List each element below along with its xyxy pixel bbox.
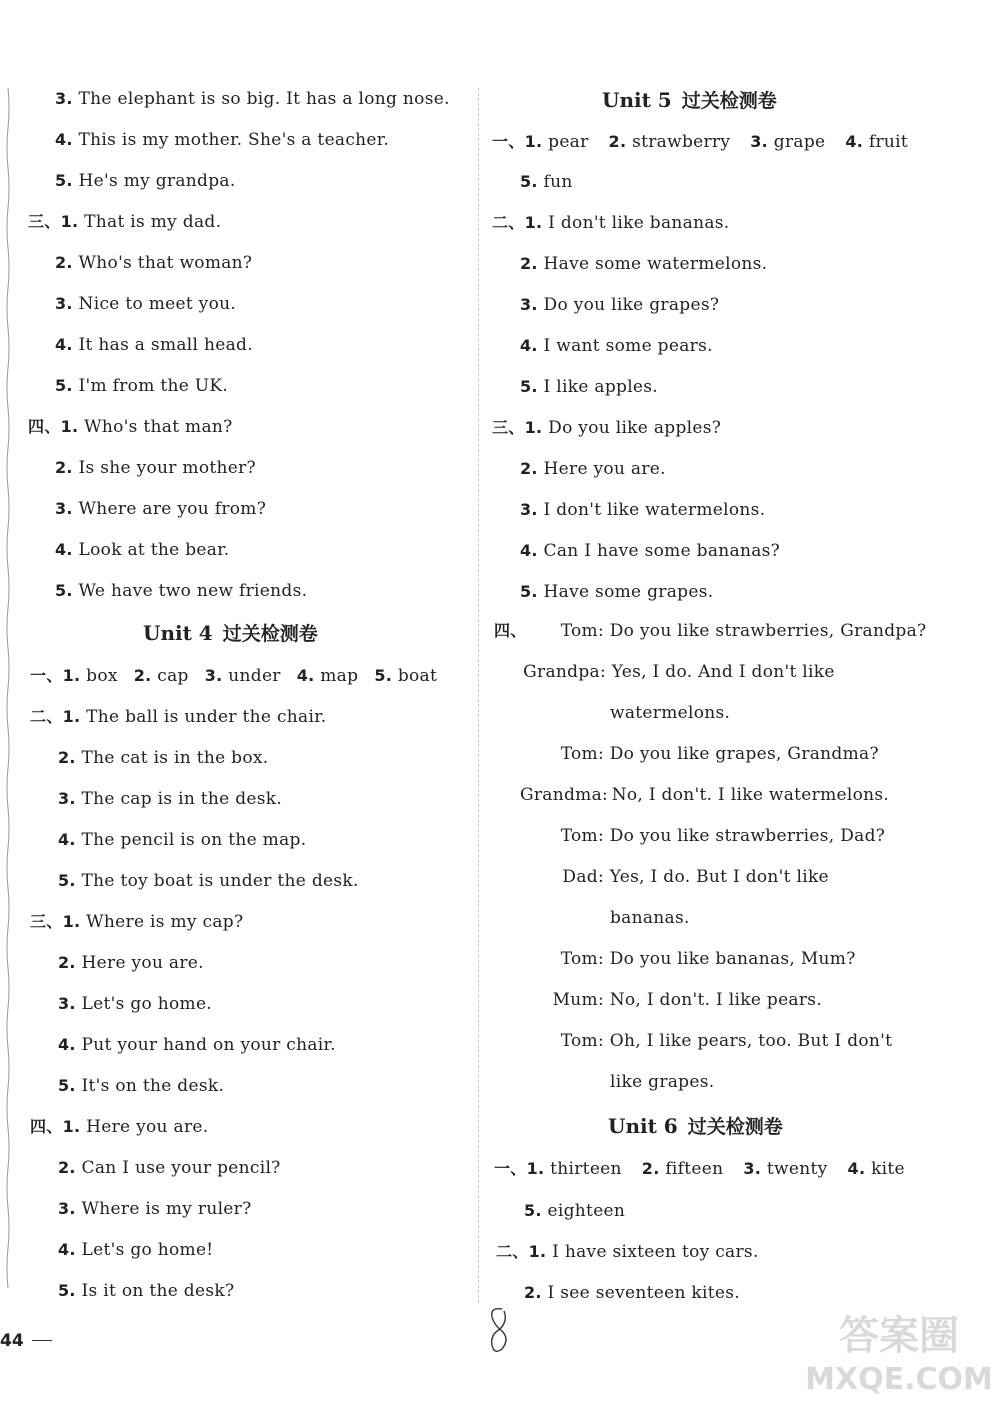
answer-text: I don't like watermelons. [543, 500, 766, 520]
item-number: 5. [55, 171, 73, 190]
answer-line [55, 170, 236, 192]
item-number: 3. [58, 1199, 76, 1218]
item-number: 1. [62, 666, 81, 685]
item-number: 1. [62, 1117, 81, 1136]
unit-label: Unit 5 [602, 88, 672, 112]
answer-text: The cap is in the desk. [81, 789, 283, 809]
item-number: 5. [55, 581, 73, 600]
watermark-line2: MXQE.COM [805, 1362, 993, 1397]
item-number: 1. [524, 132, 543, 151]
dialogue-text: No, I don't. I like watermelons. [611, 785, 890, 805]
answer-text: We have two new friends. [78, 581, 308, 601]
answer-text: The ball is under the chair. [86, 707, 327, 727]
answer-text: Here you are. [86, 1117, 209, 1137]
item-number: 1. [60, 212, 79, 231]
unit-label: Unit 6 [608, 1114, 678, 1138]
section-marker: 三、 [28, 212, 61, 231]
answer-line [28, 211, 221, 233]
answer-line [30, 1116, 208, 1138]
item-number: 4. [520, 541, 538, 560]
item-number: 5. [58, 871, 76, 890]
section-marker: 一、 [494, 1159, 527, 1178]
item-number: 2. [520, 459, 538, 478]
answer-text: This is my mother. She's a teacher. [78, 130, 390, 150]
dialogue-line [520, 661, 835, 683]
section-marker: 二、 [492, 213, 525, 232]
item-number: 4. [58, 830, 76, 849]
dialogue-line [518, 1030, 892, 1052]
item-number: 3. [58, 789, 76, 808]
answer-text: Where is my ruler? [81, 1199, 252, 1219]
answer-text: Put your hand on your chair. [81, 1035, 336, 1055]
section-marker: 一、 [30, 666, 63, 685]
answer-line [58, 952, 204, 974]
answer-text: Let's go home! [81, 1240, 214, 1260]
answer-text: eighteen [547, 1201, 626, 1221]
answer-line [520, 335, 713, 357]
item-number: 4. [520, 336, 538, 355]
unit-subtitle: 过关检测卷 [222, 623, 318, 645]
dialogue-line [610, 702, 730, 724]
item-number: 2. [55, 253, 73, 272]
item-number: 1. [524, 418, 543, 437]
unit-subtitle: 过关检测卷 [687, 1116, 783, 1138]
item-number: 5. [58, 1281, 76, 1300]
item-number: 5. [520, 377, 538, 396]
dialogue-text: Do you like bananas, Mum? [609, 949, 856, 969]
answer-text: grape [773, 132, 826, 152]
item-number: 3. [55, 499, 73, 518]
item-number: 2. [520, 254, 538, 273]
answer-line [58, 1239, 213, 1261]
item-number: 5. [520, 172, 538, 191]
answer-line [55, 375, 228, 397]
dialogue-line [518, 866, 829, 888]
dialogue-text: Do you like strawberries, Grandpa? [609, 621, 927, 641]
item-number: 1. [524, 213, 543, 232]
answer-text: Nice to meet you. [78, 294, 237, 314]
item-number: 2. [58, 953, 76, 972]
answer-line [28, 416, 233, 438]
column-divider [478, 88, 479, 1303]
dialogue-line [520, 784, 889, 806]
item-number: 4. [55, 335, 73, 354]
answer-line [58, 993, 212, 1015]
answer-text: Can I use your pencil? [81, 1158, 281, 1178]
answer-text: That is my dad. [84, 212, 222, 232]
unit6-part1-row [494, 1158, 905, 1180]
item-number: 1. [62, 707, 81, 726]
item-number: 1. [528, 1242, 547, 1261]
item-number: 2. [133, 666, 152, 685]
item-number: 3. [55, 294, 73, 313]
unit5-part1-row2 [520, 171, 573, 193]
dialogue-text: Yes, I do. And I don't like [611, 662, 835, 682]
dialogue-text: watermelons. [610, 703, 731, 723]
item-number: 3. [55, 89, 73, 108]
answer-line [55, 129, 389, 151]
answer-line [496, 1241, 759, 1263]
unit-subtitle: 过关检测卷 [681, 90, 777, 112]
answer-text: Have some grapes. [543, 582, 714, 602]
item-number: 3. [520, 295, 538, 314]
answer-line [520, 499, 765, 521]
answer-line [520, 294, 719, 316]
answer-text: Where are you from? [78, 499, 267, 519]
dialogue-line [518, 743, 879, 765]
item-number: 4. [847, 1159, 866, 1178]
item-number: 4. [845, 132, 864, 151]
item-number: 2. [55, 458, 73, 477]
answer-text: strawberry [632, 132, 731, 152]
item-number: 5. [374, 666, 393, 685]
answer-line [524, 1282, 740, 1304]
dialogue-text: Do you like grapes, Grandma? [609, 744, 879, 764]
item-number: 5. [520, 582, 538, 601]
answer-text: kite [871, 1159, 905, 1179]
section-marker: 四、 [494, 621, 527, 640]
item-number: 3. [743, 1159, 762, 1178]
dialogue-text: Yes, I do. But I don't like [609, 867, 829, 887]
answer-line [30, 706, 326, 728]
section-marker: 三、 [492, 418, 525, 437]
answer-line [520, 458, 666, 480]
answer-text: pear [548, 132, 589, 152]
unit6-title [608, 1113, 783, 1140]
item-number: 1. [60, 417, 79, 436]
answer-line [55, 293, 236, 315]
answer-text: thirteen [550, 1159, 622, 1179]
answer-text: Is she your mother? [78, 458, 256, 478]
item-number: 2. [608, 132, 627, 151]
answer-line [492, 417, 721, 439]
answer-text: fruit [868, 132, 909, 152]
answer-text: twenty [766, 1159, 828, 1179]
answer-line [58, 829, 306, 851]
answer-text: boat [397, 666, 438, 686]
answer-text: Can I have some bananas? [543, 541, 781, 561]
speaker-name: Tom: [560, 621, 604, 641]
item-number: 4. [58, 1035, 76, 1054]
dialogue-text: Oh, I like pears, too. But I don't [609, 1031, 893, 1051]
unit5-part1-row [492, 131, 908, 153]
item-number: 5. [55, 376, 73, 395]
answer-text: I don't like bananas. [548, 213, 730, 233]
item-number: 1. [62, 912, 81, 931]
answer-text: fifteen [665, 1159, 724, 1179]
handwritten-mark [484, 1305, 514, 1357]
answer-text: The cat is in the box. [81, 748, 269, 768]
answer-text: Who's that man? [84, 417, 233, 437]
item-number: 1. [526, 1159, 545, 1178]
page-number: 44 [0, 1331, 24, 1351]
item-number: 2. [524, 1283, 542, 1302]
unit6-part1-row2 [524, 1200, 625, 1222]
dialogue-line [610, 907, 690, 929]
dialogue-text: like grapes. [610, 1072, 715, 1092]
answer-text: Is it on the desk? [81, 1281, 235, 1301]
speaker-name: Tom: [560, 1031, 604, 1051]
answer-text: box [86, 666, 118, 686]
answer-text: under [228, 666, 281, 686]
answer-line [55, 252, 252, 274]
answer-line [55, 88, 450, 110]
unit-label: Unit 4 [143, 621, 213, 645]
answer-text: Have some watermelons. [543, 254, 768, 274]
item-number: 3. [750, 132, 769, 151]
speaker-name: Mum: [552, 990, 604, 1010]
item-number: 2. [641, 1159, 660, 1178]
item-number: 3. [58, 994, 76, 1013]
item-number: 3. [204, 666, 223, 685]
left-column [0, 0, 478, 1403]
answer-line [58, 1034, 336, 1056]
answer-line [58, 747, 268, 769]
answer-line [55, 498, 266, 520]
dialogue-text: No, I don't. I like pears. [609, 990, 823, 1010]
answer-text: Here you are. [543, 459, 666, 479]
answer-line [58, 1198, 252, 1220]
answer-text: I like apples. [543, 377, 659, 397]
watermark-line1: 答案圈 [839, 1313, 959, 1359]
answer-line [55, 539, 229, 561]
dialogue-line [610, 1071, 714, 1093]
section-marker: 四、 [30, 1117, 63, 1136]
answer-text: I want some pears. [543, 336, 713, 356]
item-number: 4. [58, 1240, 76, 1259]
answer-text: Here you are. [81, 953, 204, 973]
answer-text: cap [157, 666, 189, 686]
answer-text: It has a small head. [78, 335, 253, 355]
speaker-name: Grandpa: [523, 662, 606, 682]
section-marker: 二、 [496, 1242, 529, 1261]
page-number-rule [32, 1340, 52, 1341]
item-number: 5. [58, 1076, 76, 1095]
section-marker: 三、 [30, 912, 63, 931]
answer-line [492, 212, 730, 234]
item-number: 4. [296, 666, 315, 685]
answer-text: The elephant is so big. It has a long nose. [78, 89, 450, 109]
item-number: 3. [520, 500, 538, 519]
answer-line [55, 457, 256, 479]
answer-text: Who's that woman? [78, 253, 253, 273]
item-number: 4. [55, 540, 73, 559]
section-marker: 二、 [30, 707, 63, 726]
answer-text: Look at the bear. [78, 540, 230, 560]
dialogue-line [518, 620, 926, 642]
answer-text: The toy boat is under the desk. [81, 871, 359, 891]
answer-line [55, 580, 307, 602]
dialogue-text: bananas. [610, 908, 690, 928]
answer-line [520, 581, 713, 603]
section-marker: 四、 [28, 417, 61, 436]
answer-text: map [320, 666, 359, 686]
answer-line [520, 253, 767, 275]
unit4-title [143, 620, 318, 647]
unit5-title [602, 87, 777, 114]
section-marker: 一、 [492, 132, 525, 151]
speaker-name: Tom: [560, 826, 604, 846]
item-number: 2. [58, 748, 76, 767]
speaker-name: Dad: [562, 867, 604, 887]
answer-line [58, 870, 359, 892]
answer-line [55, 334, 253, 356]
answer-text: The pencil is on the map. [81, 830, 307, 850]
answer-text: It's on the desk. [81, 1076, 225, 1096]
answer-text: Where is my cap? [86, 912, 244, 932]
answer-text: I'm from the UK. [78, 376, 229, 396]
answer-line [58, 788, 282, 810]
answer-text: fun [543, 172, 573, 192]
speaker-name: Tom: [560, 949, 604, 969]
dialogue-line [518, 989, 822, 1011]
answer-line [520, 376, 658, 398]
watermark-logo [804, 1305, 994, 1397]
answer-line [30, 911, 243, 933]
speaker-name: Tom: [560, 744, 604, 764]
answer-text: Let's go home. [81, 994, 213, 1014]
answer-line [58, 1075, 224, 1097]
answer-text: Do you like apples? [548, 418, 722, 438]
item-number: 4. [55, 130, 73, 149]
answer-text: I see seventeen kites. [547, 1283, 740, 1303]
answer-text: I have sixteen toy cars. [552, 1242, 759, 1262]
answer-text: He's my grandpa. [78, 171, 236, 191]
answer-line [58, 1280, 234, 1302]
right-column [480, 0, 1000, 1403]
answer-text: Do you like grapes? [543, 295, 720, 315]
answer-line [520, 540, 780, 562]
speaker-name: Grandma: [520, 785, 609, 805]
dialogue-line [518, 825, 885, 847]
item-number: 2. [58, 1158, 76, 1177]
answer-line [58, 1157, 281, 1179]
item-number: 5. [524, 1201, 542, 1220]
unit4-part1-row [30, 665, 437, 687]
dialogue-line [518, 948, 856, 970]
dialogue-text: Do you like strawberries, Dad? [609, 826, 886, 846]
